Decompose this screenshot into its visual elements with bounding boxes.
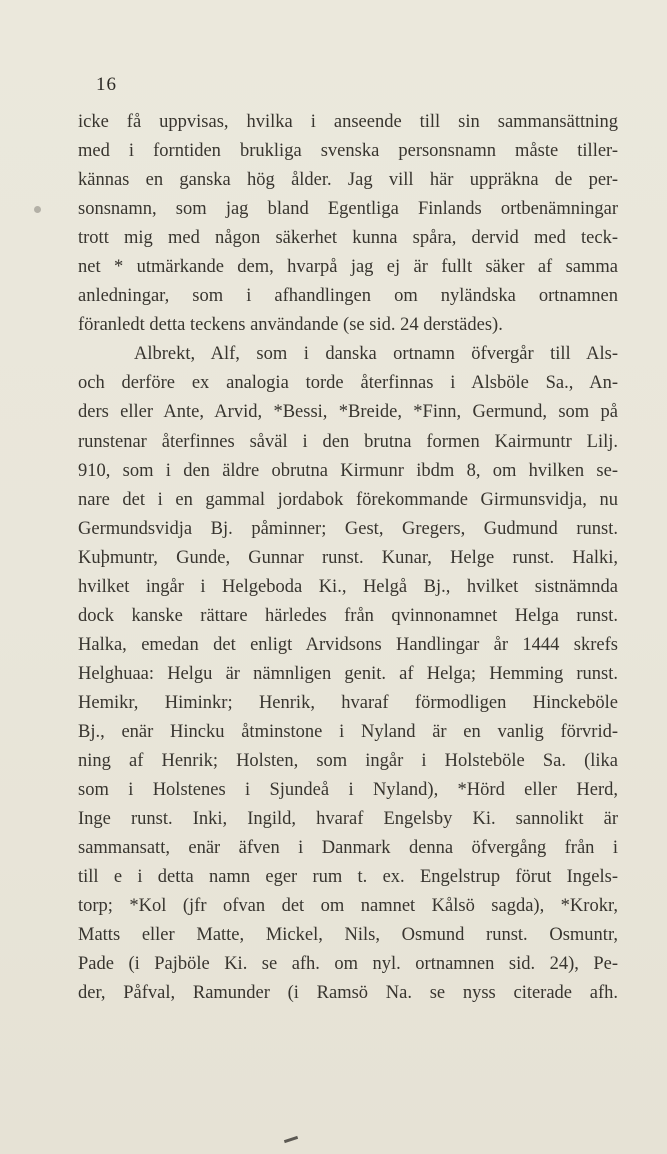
body-text: [78, 108, 618, 1008]
text-line: dock kanske rättare härledes från qvinnonamnet Helga runst.: [78, 605, 618, 626]
text-line: Kuþmuntr, Gunde, Gunnar runst. Kunar, Helge runst. Halki,: [78, 547, 618, 568]
text-line: ning af Henrik; Holsten, som ingår i Holsteböle Sa. (lika: [78, 751, 618, 772]
page-number: 16: [96, 74, 117, 95]
text-line: trott mig med någon säkerhet kunna spåra, dervid med teck-: [78, 228, 618, 249]
text-line: hvilket ingår i Helgeboda Ki., Helgå Bj., hvilket sistnämnda: [78, 576, 618, 597]
text-line: Pade (i Pajböle Ki. se afh. om nyl. ortnamnen sid. 24), Pe-: [78, 954, 618, 975]
text-line: 910, som i den äldre obrutna Kirmunr ibdm 8, om hvilken se-: [78, 460, 618, 481]
text-line: anledningar, som i afhandlingen om nyländska ortnamnen: [78, 286, 618, 307]
text-line: med i forntiden brukliga svenska personsnamn måste tiller-: [78, 141, 618, 162]
text-line: Bj., enär Hincku åtminstone i Nyland är en vanlig förvrid-: [78, 721, 618, 742]
text-line: ders eller Ante, Arvid, *Bessi, *Breide, *Finn, Germund, som på: [78, 402, 618, 423]
text-line: nare det i en gammal jordabok förekommande Girmunsvidja, nu: [78, 489, 618, 510]
text-line: Matts eller Matte, Mickel, Nils, Osmund runst. Osmuntr,: [78, 925, 618, 946]
text-line: kännas en ganska hög ålder. Jag vill här uppräkna de per-: [78, 170, 618, 191]
text-line: sonsnamn, som jag bland Egentliga Finlands ortbenämningar: [78, 199, 618, 220]
text-line: Germundsvidja Bj. påminner; Gest, Gregers, Gudmund runst.: [78, 518, 618, 539]
text-line: Inge runst. Inki, Ingild, hvaraf Engelsby Ki. sannolikt är: [78, 809, 618, 830]
ink-mark: [284, 1136, 298, 1143]
text-line: och derföre ex analogia torde återfinnas i Alsböle Sa., An-: [78, 373, 618, 394]
text-line: icke få uppvisas, hvilka i anseende till sin sammansättning: [78, 112, 618, 132]
text-line: Halka, emedan det enligt Arvidsons Handlingar år 1444 skrefs: [78, 634, 618, 655]
text-line: Helghuaa: Helgu är nämnligen genit. af Helga; Hemming runst.: [78, 663, 618, 684]
text-line: net * utmärkande dem, hvarpå jag ej är fullt säker af samma: [78, 257, 618, 278]
text-line: sammansatt, enär äfven i Danmark denna öfvergång från i: [78, 838, 618, 859]
text-line: till e i detta namn eger rum t. ex. Engelstrup förut Ingels-: [78, 867, 618, 888]
text-line: föranledt detta teckens användande (se sid. 24 derstädes).: [78, 315, 503, 336]
text-line: Hemikr, Himinkr; Henrik, hvaraf förmodligen Hinckeböle: [78, 692, 618, 713]
ink-spot: [34, 206, 41, 213]
text-line: torp; *Kol (jfr ofvan det om namnet Kålsö sagda), *Krokr,: [78, 896, 618, 917]
text-line: runstenar återfinnes såväl i den brutna formen Kairmuntr Lilj.: [78, 431, 618, 452]
text-line: Albrekt, Alf, som i danska ortnamn öfvergår till Als-: [134, 344, 618, 365]
text-line: der, Påfval, Ramunder (i Ramsö Na. se nyss citerade afh.: [78, 983, 618, 1004]
text-line: som i Holstenes i Sjundeå i Nyland), *Hörd eller Herd,: [78, 780, 618, 801]
